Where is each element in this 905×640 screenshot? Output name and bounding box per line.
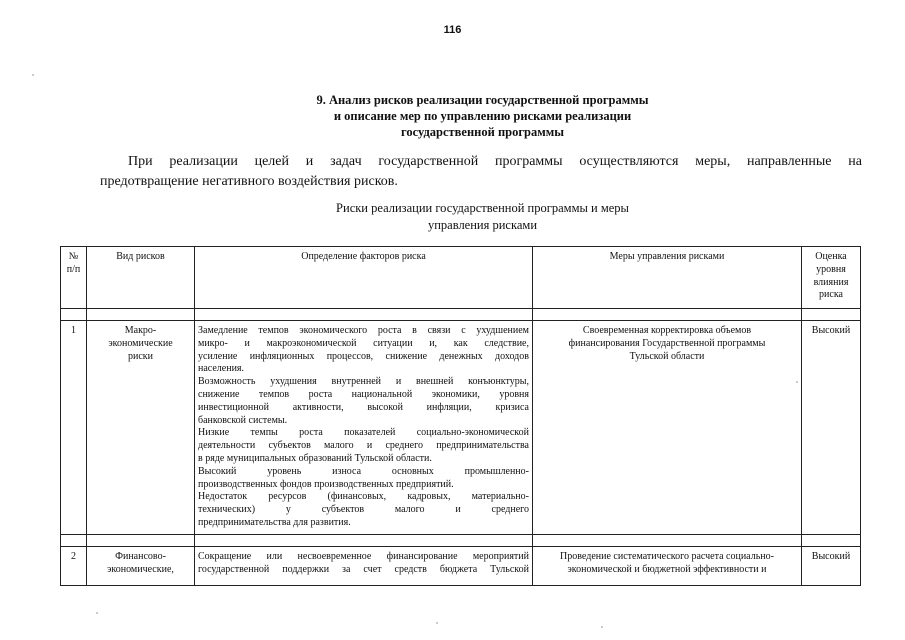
factor-line: Сокращение или несвоевременное финансирование мероприятий	[198, 550, 529, 562]
table-title	[200, 200, 765, 234]
separator-cell	[533, 309, 802, 321]
intro-word: целей	[254, 154, 289, 169]
row-kind	[87, 546, 195, 585]
header-assessment-line: риска	[819, 289, 843, 301]
intro-word: задач	[330, 154, 362, 169]
intro-line-1	[100, 152, 862, 172]
factor-line: технических) у субъектов малого и среднего	[198, 504, 529, 516]
header-measures: Меры управления рисками	[533, 247, 802, 309]
page-number: 116	[443, 24, 462, 36]
factor-line: усиление инфляционных процессов, снижение денежных доходов	[198, 350, 529, 362]
factor-line: производственных фондов производственных предприятий.	[198, 478, 454, 490]
header-num-line: №	[68, 251, 79, 262]
factor-line: в ряде муниципальных образований Тульской области.	[198, 452, 432, 464]
row-measures	[533, 321, 802, 535]
heading-line: государственной программы	[400, 125, 565, 139]
header-assessment-line: влияния	[813, 276, 849, 288]
intro-word: и	[305, 154, 314, 169]
separator-cell	[61, 309, 87, 321]
intro-word: меры,	[695, 154, 731, 169]
separator-cell	[195, 309, 533, 321]
table-header-row	[61, 247, 861, 309]
intro-word: направленные	[747, 154, 832, 169]
factor-line: Возможность ухудшения внутренней и внешней конъюнктуры,	[198, 376, 529, 388]
separator-cell	[533, 534, 802, 546]
factor-line: населения.	[198, 363, 245, 375]
header-num-line: п/п	[66, 263, 81, 275]
measures-line: Проведение систематического расчета социально-	[560, 550, 774, 562]
row-factors	[195, 321, 533, 535]
factor-line: микро- и макроэкономической ситуации и, как следствие,	[198, 337, 529, 349]
measures-line: финансирования Государственной программы	[568, 337, 766, 349]
row-kind-line: экономические	[108, 337, 173, 349]
table-title-line: Риски реализации государственной программы и меры	[336, 201, 629, 215]
row-measures	[533, 546, 802, 585]
row-factors	[195, 546, 533, 585]
header-factors: Определение факторов риска	[195, 247, 533, 309]
row-kind-line: Макро-	[124, 325, 157, 336]
separator-cell	[802, 309, 861, 321]
row-kind-line: экономические,	[107, 563, 174, 575]
header-kind: Вид рисков	[87, 247, 195, 309]
intro-paragraph	[100, 152, 862, 192]
row-assessment: Высокий	[802, 321, 861, 535]
section-heading	[200, 92, 765, 140]
factor-line: Высокий уровень износа основных промышленно-	[198, 465, 529, 477]
factor-line: государственной поддержки за счет средств бюджета Тульской	[198, 563, 529, 575]
scan-speck	[601, 626, 603, 628]
row-separator	[61, 534, 861, 546]
intro-word: государственной	[378, 154, 479, 169]
intro-word: осуществляются	[579, 154, 679, 169]
measures-line: экономической и бюджетной эффективности и	[567, 563, 767, 575]
row-kind-line: Финансово-	[115, 550, 166, 562]
intro-word: При	[128, 154, 153, 169]
intro-word: на	[848, 154, 862, 169]
header-assessment	[802, 247, 861, 309]
row-assessment: Высокий	[802, 546, 861, 585]
separator-cell	[61, 534, 87, 546]
scan-speck	[32, 74, 34, 76]
intro-word: реализации	[169, 154, 238, 169]
separator-cell	[87, 534, 195, 546]
header-separator	[61, 309, 861, 321]
header-assessment-line: Оценка	[815, 251, 847, 262]
table-row	[61, 321, 861, 535]
header-num	[61, 247, 87, 309]
separator-cell	[195, 534, 533, 546]
measures-line: Тульской области	[629, 350, 705, 362]
factor-line: предпринимательства для развития.	[198, 516, 351, 528]
intro-word: программы	[494, 154, 563, 169]
table-title-line: управления рисками	[427, 218, 538, 232]
row-num: 2	[61, 546, 87, 585]
row-num: 1	[61, 321, 87, 535]
risks-table	[60, 246, 861, 586]
factor-line: банковской системы.	[198, 414, 288, 426]
separator-cell	[87, 309, 195, 321]
heading-line: и описание мер по управлению рисками реализации	[333, 109, 632, 123]
intro-line-2: предотвращение негативного воздействия рисков.	[100, 174, 398, 189]
table-row	[61, 546, 861, 585]
scan-speck	[796, 381, 798, 383]
scan-speck	[96, 612, 98, 614]
factor-line: деятельности субъектов малого и среднего предпринимательства	[198, 440, 529, 452]
row-kind-line: риски	[128, 350, 153, 362]
separator-cell	[802, 534, 861, 546]
header-assessment-line: уровня	[816, 263, 846, 275]
row-kind	[87, 321, 195, 535]
factor-line: инвестиционной активности, высокой инфляции, кризиса	[198, 401, 529, 413]
factor-line: Низкие темпы роста показателей социально-экономической	[198, 427, 529, 439]
factor-line: Замедление темпов экономического роста в связи с ухудшением	[198, 325, 529, 336]
heading-line: 9. Анализ рисков реализации государственной программы	[316, 93, 649, 107]
factor-line: Недостаток ресурсов (финансовых, кадровых, материально-	[198, 491, 529, 503]
scan-speck	[436, 622, 438, 624]
measures-line: Своевременная корректировка объемов	[582, 325, 752, 336]
factor-line: снижение темпов роста национальной экономики, уровня	[198, 388, 529, 400]
